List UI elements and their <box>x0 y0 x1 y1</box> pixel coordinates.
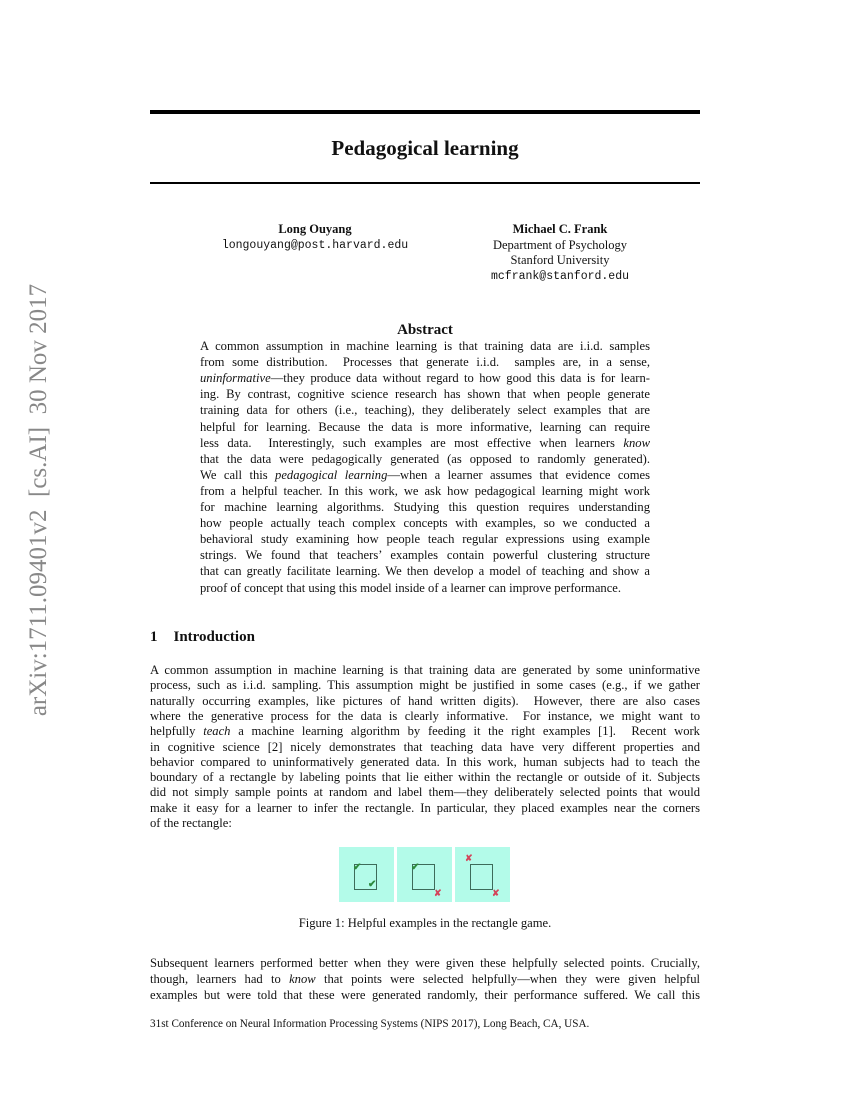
footnote: 31st Conference on Neural Information Processing Systems (NIPS 2017), Long Beach, CA, USA. <box>150 1018 590 1030</box>
cross-icon: ✘ <box>465 853 473 863</box>
text-span: examples but were told that these were generated randomly, their performance suffered. We call this <box>150 987 700 1002</box>
figure-panel <box>339 847 394 902</box>
text-line <box>200 483 650 499</box>
text-line <box>150 677 700 693</box>
text-span: how people actually teach complex concepts with examples, so we conducted a <box>200 516 650 531</box>
text-span: that the data were pedagogically generated (as opposed to randomly generated). <box>200 451 650 466</box>
text-span: did not simply sample points at random and label them—they deliberately selected points that would <box>150 785 700 800</box>
text-line <box>200 531 650 547</box>
section-heading <box>150 629 255 646</box>
text-line <box>150 815 700 831</box>
author-2 <box>460 222 660 284</box>
text-span: ing. By contrast, cognitive science research has shown that when people generate <box>200 387 650 402</box>
author-email: mcfrank@stanford.edu <box>490 269 630 283</box>
text-span: training data for others (i.e., teaching), they deliberately select examples that are <box>200 403 650 418</box>
section-title: Introduction <box>173 629 255 645</box>
text-span: behavioral study examining how people teach regular expressions using example <box>200 532 650 547</box>
text-span: from a helpful teacher. In this work, we ask how pedagogical learning might work <box>200 483 650 498</box>
text-span: for machine learning algorithms. Studying this question requires understanding <box>200 500 650 514</box>
text-span: behavior compared to uninformatively generated data. In this work, human subjects had to teach the <box>150 754 700 769</box>
text-span: a machine learning algorithm by feeding it the right examples [1]. Recent work <box>230 724 700 739</box>
text-span: —they produce data without regard to how good this data is for learn- <box>270 371 650 386</box>
text-line <box>150 693 700 709</box>
text-span: where the generative process for the data is clearly informative. For instance, we might want to <box>150 708 700 723</box>
text-line <box>200 547 650 563</box>
text-span: naturally occurring examples, like pictures of hand written digits). However, there are also cases <box>150 693 700 708</box>
paper-title: Pedagogical learning <box>331 136 519 160</box>
arxiv-stamp: arXiv:1711.09401v2 [cs.AI] 30 Nov 2017 <box>25 283 52 717</box>
text-line <box>200 499 650 515</box>
check-icon: ✔ <box>353 862 362 873</box>
title-rule <box>150 182 700 184</box>
figure-panel <box>455 847 510 902</box>
emphasis: pedagogical learning <box>275 467 388 482</box>
text-span: process, such as i.i.d. sampling. This assumption might be justified in some cases (e.g., if we gather <box>150 678 700 693</box>
text-span: We call this <box>200 467 276 482</box>
text-span: from some distribution. Processes that generate i.i.d. samples are, in a sense, <box>200 355 650 370</box>
text-span: though, learners had to <box>150 971 290 986</box>
text-line <box>200 580 650 596</box>
text-line <box>200 419 650 435</box>
text-line <box>200 515 650 531</box>
author-name: Long Ouyang <box>278 222 352 236</box>
text-line <box>150 769 700 785</box>
text-line <box>150 784 700 800</box>
author-email: longouyang@post.harvard.edu <box>221 238 409 252</box>
text-span: strings. We found that teachers’ examples contain powerful clustering structure <box>200 548 650 563</box>
author-name: Michael C. Frank <box>512 222 608 236</box>
text-line <box>200 386 650 402</box>
text-span: in cognitive science [2] nicely demonstrates that teaching data have very different properties and <box>150 739 700 754</box>
text-span: —when a learner assumes that evidence comes <box>387 467 650 482</box>
text-line <box>150 708 700 724</box>
check-icon: ✔ <box>411 862 420 873</box>
emphasis: know <box>289 971 316 986</box>
text-span: of the rectangle: <box>150 816 232 830</box>
cross-icon: ✘ <box>492 888 500 898</box>
text-span: A common assumption in machine learning is that training data are generated by some uninformative <box>150 663 700 677</box>
text-span: A common assumption in machine learning is that training data are i.i.d. samples <box>200 339 650 353</box>
check-icon: ✔ <box>368 879 377 890</box>
emphasis: know <box>623 435 650 450</box>
text-line <box>150 800 700 816</box>
text-span: that can greatly facilitate learning. We then develop a model of teaching and show a <box>200 564 650 579</box>
text-line <box>150 955 700 971</box>
emphasis: teach <box>203 724 231 739</box>
text-line <box>200 563 650 579</box>
text-span: Subsequent learners performed better when they were given these helpfully selected points. Crucially, <box>150 956 700 970</box>
section-number: 1 <box>150 629 158 645</box>
text-span: that points were selected helpfully—when they were given helpful <box>315 971 700 986</box>
cross-icon: ✘ <box>434 888 442 898</box>
text-span: less data. Interestingly, such examples are most effective when learners <box>200 435 624 450</box>
rectangle <box>470 864 493 890</box>
abstract-heading: Abstract <box>397 322 453 338</box>
text-span: helpful for learning. Because the data is more informative, learning can require <box>200 419 650 434</box>
text-line <box>150 662 700 678</box>
text-line <box>150 739 700 755</box>
text-span: helpfully <box>150 724 204 739</box>
text-line <box>200 451 650 467</box>
text-span: boundary of a rectangle by labeling points that lie either within the rectangle or outside of it. Subjects <box>150 770 700 785</box>
text-span: proof of concept that using this model inside of a learner can improve performance. <box>200 580 622 595</box>
emphasis: uninformative <box>200 371 271 386</box>
text-line <box>200 402 650 418</box>
text-span: make it easy for a learner to infer the rectangle. In particular, they placed examples near the corners <box>150 800 700 815</box>
text-line <box>200 467 650 483</box>
text-line <box>150 987 700 1003</box>
text-line <box>150 723 700 739</box>
text-line <box>150 971 700 987</box>
figure-panel <box>397 847 452 902</box>
author-1 <box>215 222 415 253</box>
author-affiliation: Department of Psychology <box>492 237 627 252</box>
author-affiliation: Stanford University <box>510 253 610 267</box>
text-line <box>200 338 650 354</box>
text-line <box>200 370 650 386</box>
top-rule <box>150 110 700 114</box>
text-line <box>150 754 700 770</box>
text-line <box>200 435 650 451</box>
text-line <box>200 354 650 370</box>
figure-caption: Figure 1: Helpful examples in the rectangle game. <box>298 916 552 930</box>
